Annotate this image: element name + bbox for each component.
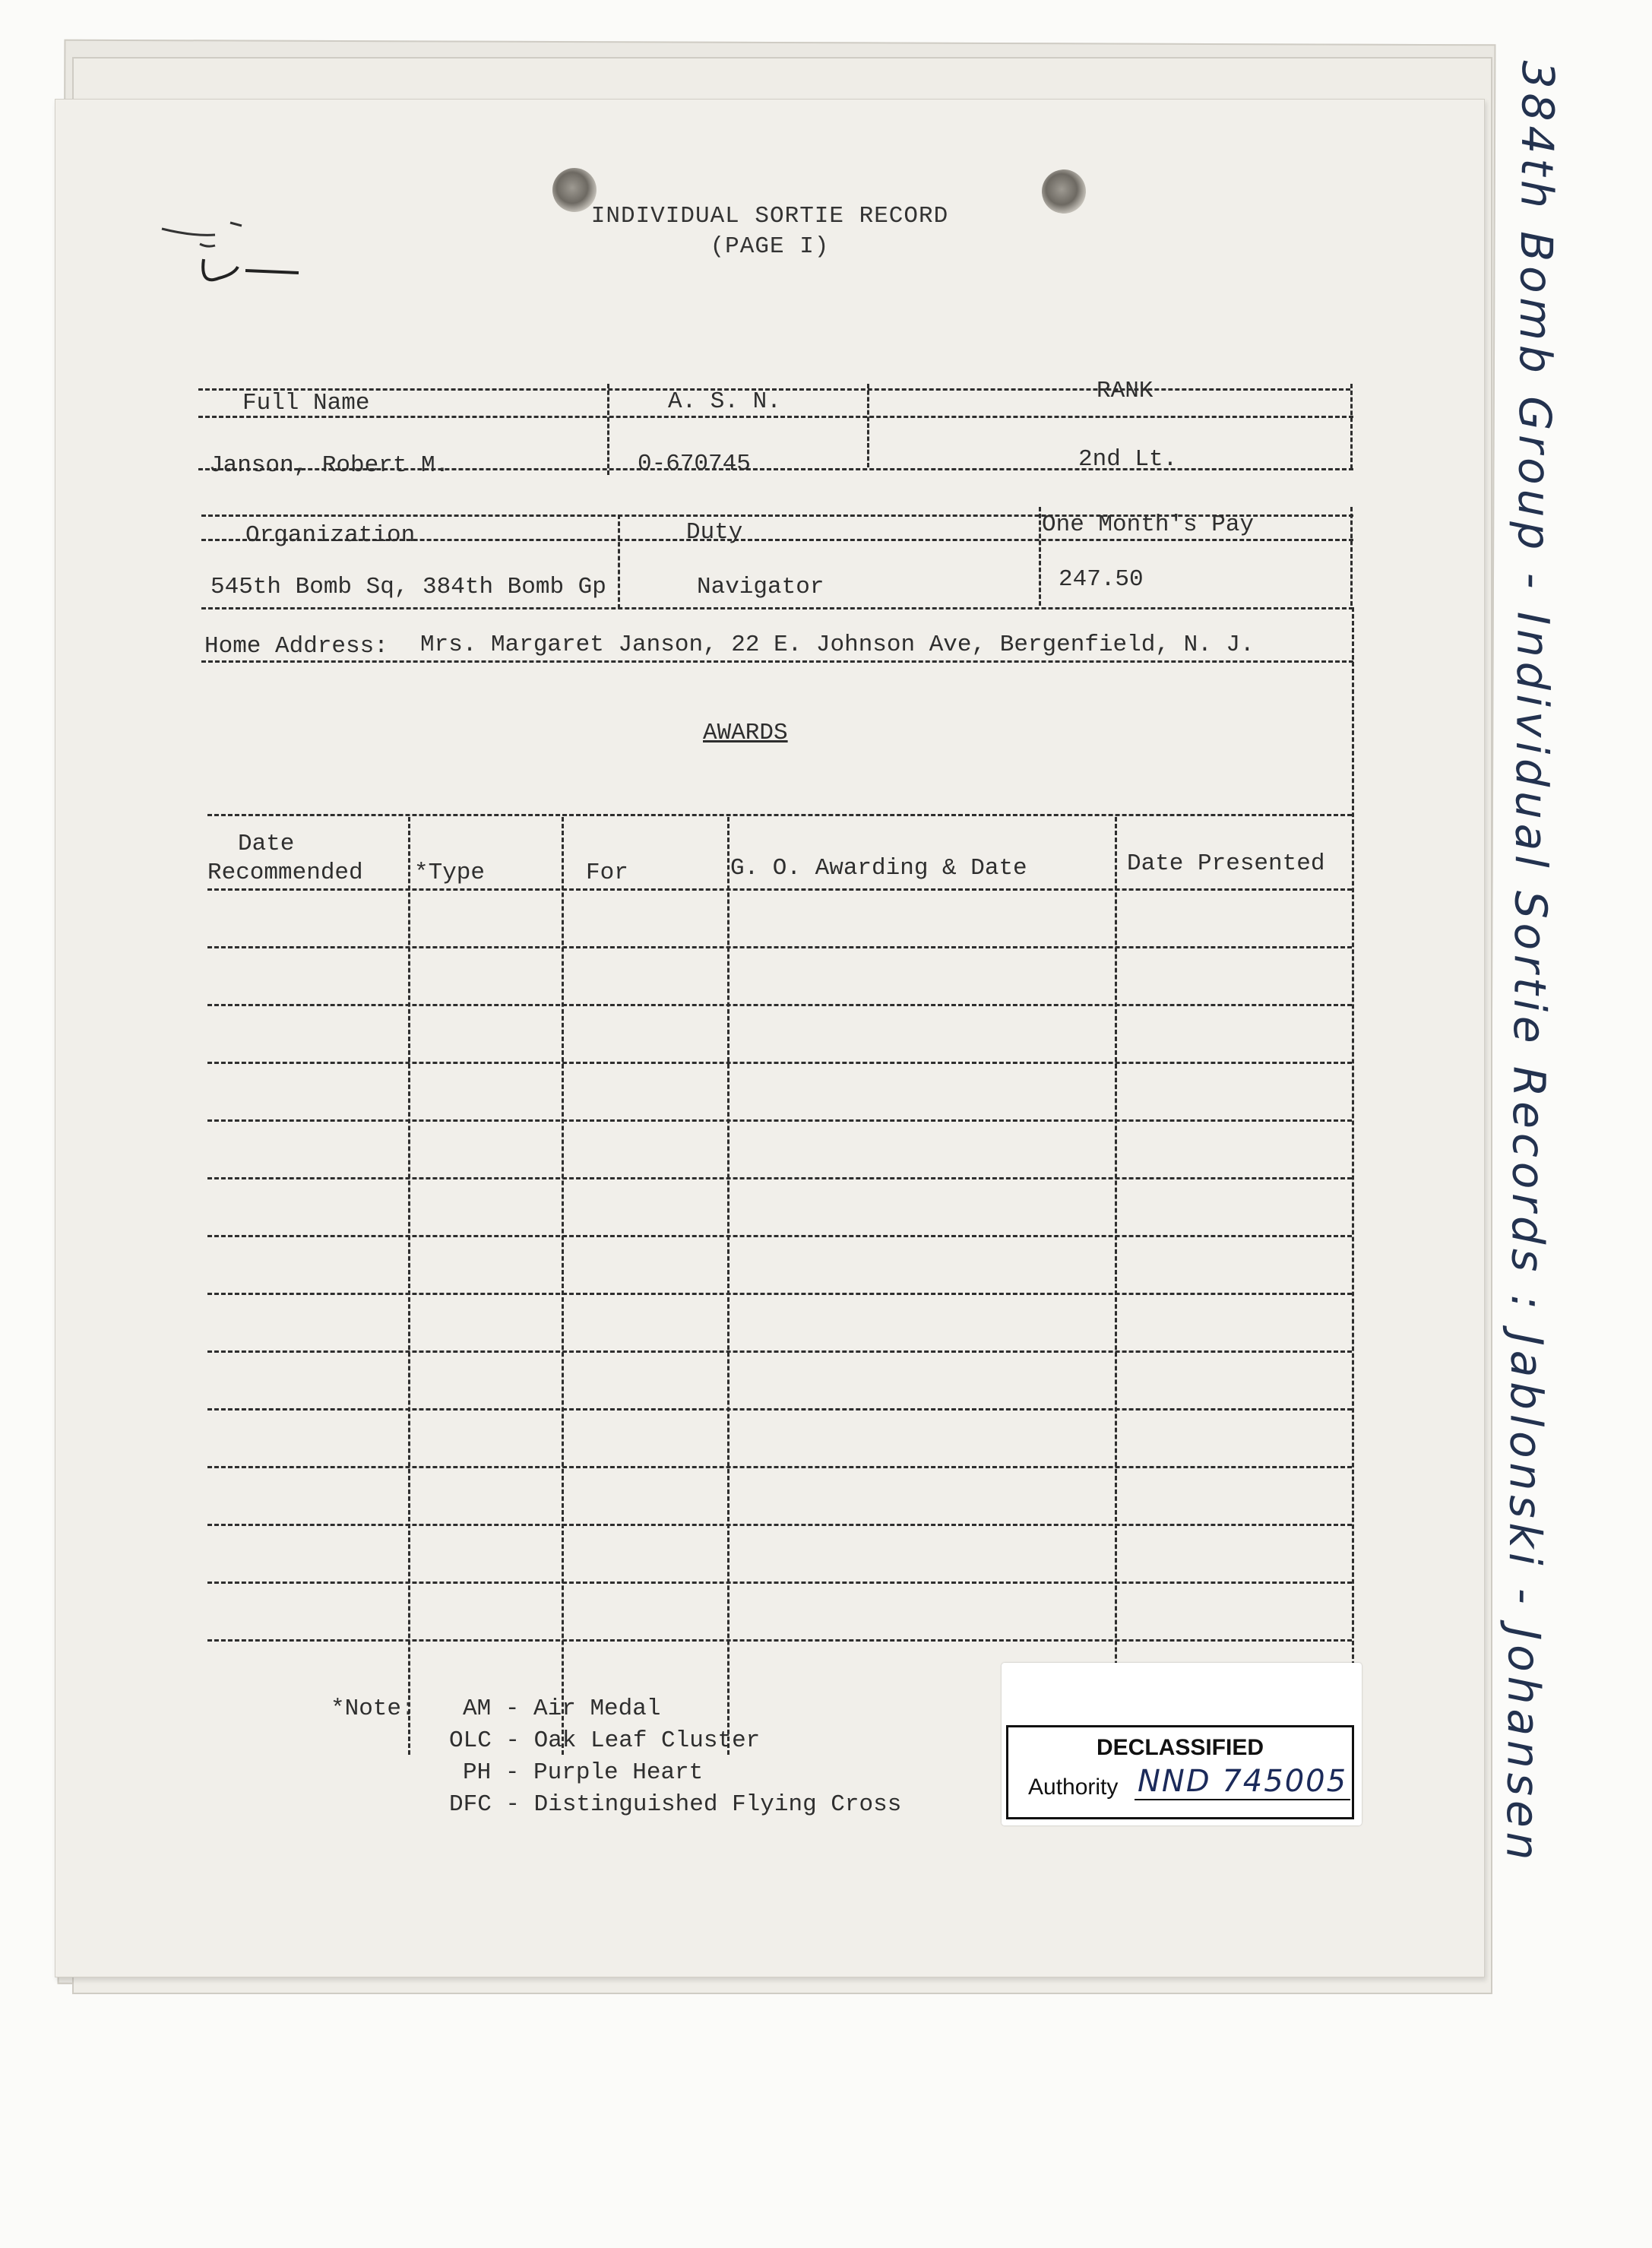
full-name-label: Full Name xyxy=(242,390,370,416)
pay-label: One Month's Pay xyxy=(1042,511,1255,538)
rule xyxy=(1115,817,1117,1755)
note-item-dfc: DFC - Distinguished Flying Cross xyxy=(449,1791,902,1818)
rule xyxy=(1350,507,1353,606)
page-subtitle: (PAGE I) xyxy=(710,233,830,260)
table-row-rule xyxy=(207,1293,1352,1295)
col-type: *Type xyxy=(414,860,486,886)
rule xyxy=(867,384,869,467)
asn-label: A. S. N. xyxy=(668,388,781,415)
declassified-box xyxy=(1006,1725,1354,1819)
col-date-recommended-line1: Date xyxy=(238,831,295,857)
declassified-title: DECLASSIFIED xyxy=(1096,1735,1264,1760)
organization-value: 545th Bomb Sq, 384th Bomb Gp xyxy=(210,574,606,600)
table-row-rule xyxy=(207,946,1352,948)
note-item-am: AM - Air Medal xyxy=(463,1695,661,1722)
full-name-value: Janson, Robert M. xyxy=(209,452,450,479)
note-item-olc: OLC - Oak Leaf Cluster xyxy=(449,1727,761,1754)
table-row-rule xyxy=(207,1062,1352,1064)
col-date-presented: Date Presented xyxy=(1127,850,1325,877)
rule xyxy=(607,384,609,475)
awards-title: AWARDS xyxy=(703,720,788,746)
authority-label: Authority xyxy=(1028,1775,1119,1800)
table-row-rule xyxy=(207,1177,1352,1179)
col-date-recommended-line2: Recommended xyxy=(207,860,363,886)
table-row-rule xyxy=(207,1119,1352,1122)
table-row-rule xyxy=(207,1235,1352,1237)
rule xyxy=(1352,607,1354,1755)
table-row-rule xyxy=(207,1466,1352,1468)
duty-value: Navigator xyxy=(697,574,824,600)
rule xyxy=(562,817,564,1755)
home-address-value: Mrs. Margaret Janson, 22 E. Johnson Ave, Bergenfield, N. J. xyxy=(420,632,1255,658)
table-header-rule xyxy=(207,888,1352,891)
table-row-rule xyxy=(207,1524,1352,1526)
rule xyxy=(201,660,1353,663)
pay-value: 247.50 xyxy=(1059,566,1144,593)
organization-label: Organization xyxy=(245,522,416,549)
rule xyxy=(1350,384,1353,469)
handwritten-margin-note: 384th Bomb Group - Individual Sortie Records : Jablonski - Johansen xyxy=(1496,60,1564,1865)
rule xyxy=(201,607,1353,609)
table-row-rule xyxy=(207,1350,1352,1353)
rule xyxy=(408,817,410,1755)
rule xyxy=(727,817,729,1755)
home-address-label: Home Address: xyxy=(204,633,388,660)
table-row-rule xyxy=(207,1639,1352,1642)
duty-label: Duty xyxy=(686,519,743,546)
table-row-rule xyxy=(207,1408,1352,1411)
declassified-stamp xyxy=(1002,1663,1362,1825)
rank-label: RANK xyxy=(1097,378,1154,404)
rule xyxy=(207,814,1352,816)
asn-value: 0-670745 xyxy=(638,451,751,477)
rule xyxy=(618,515,620,609)
table-row-rule xyxy=(207,1004,1352,1006)
col-for: For xyxy=(586,860,628,886)
authority-number: NND 745005 xyxy=(1135,1764,1350,1800)
rule xyxy=(1039,507,1041,606)
page-title: INDIVIDUAL SORTIE RECORD xyxy=(590,203,949,230)
rule xyxy=(198,416,1353,418)
note-label: *Note: xyxy=(331,1695,416,1722)
rank-value: 2nd Lt. xyxy=(1078,446,1178,473)
table-row-rule xyxy=(207,1582,1352,1584)
col-go-awarding: G. O. Awarding & Date xyxy=(730,855,1027,882)
note-item-ph: PH - Purple Heart xyxy=(463,1759,704,1786)
